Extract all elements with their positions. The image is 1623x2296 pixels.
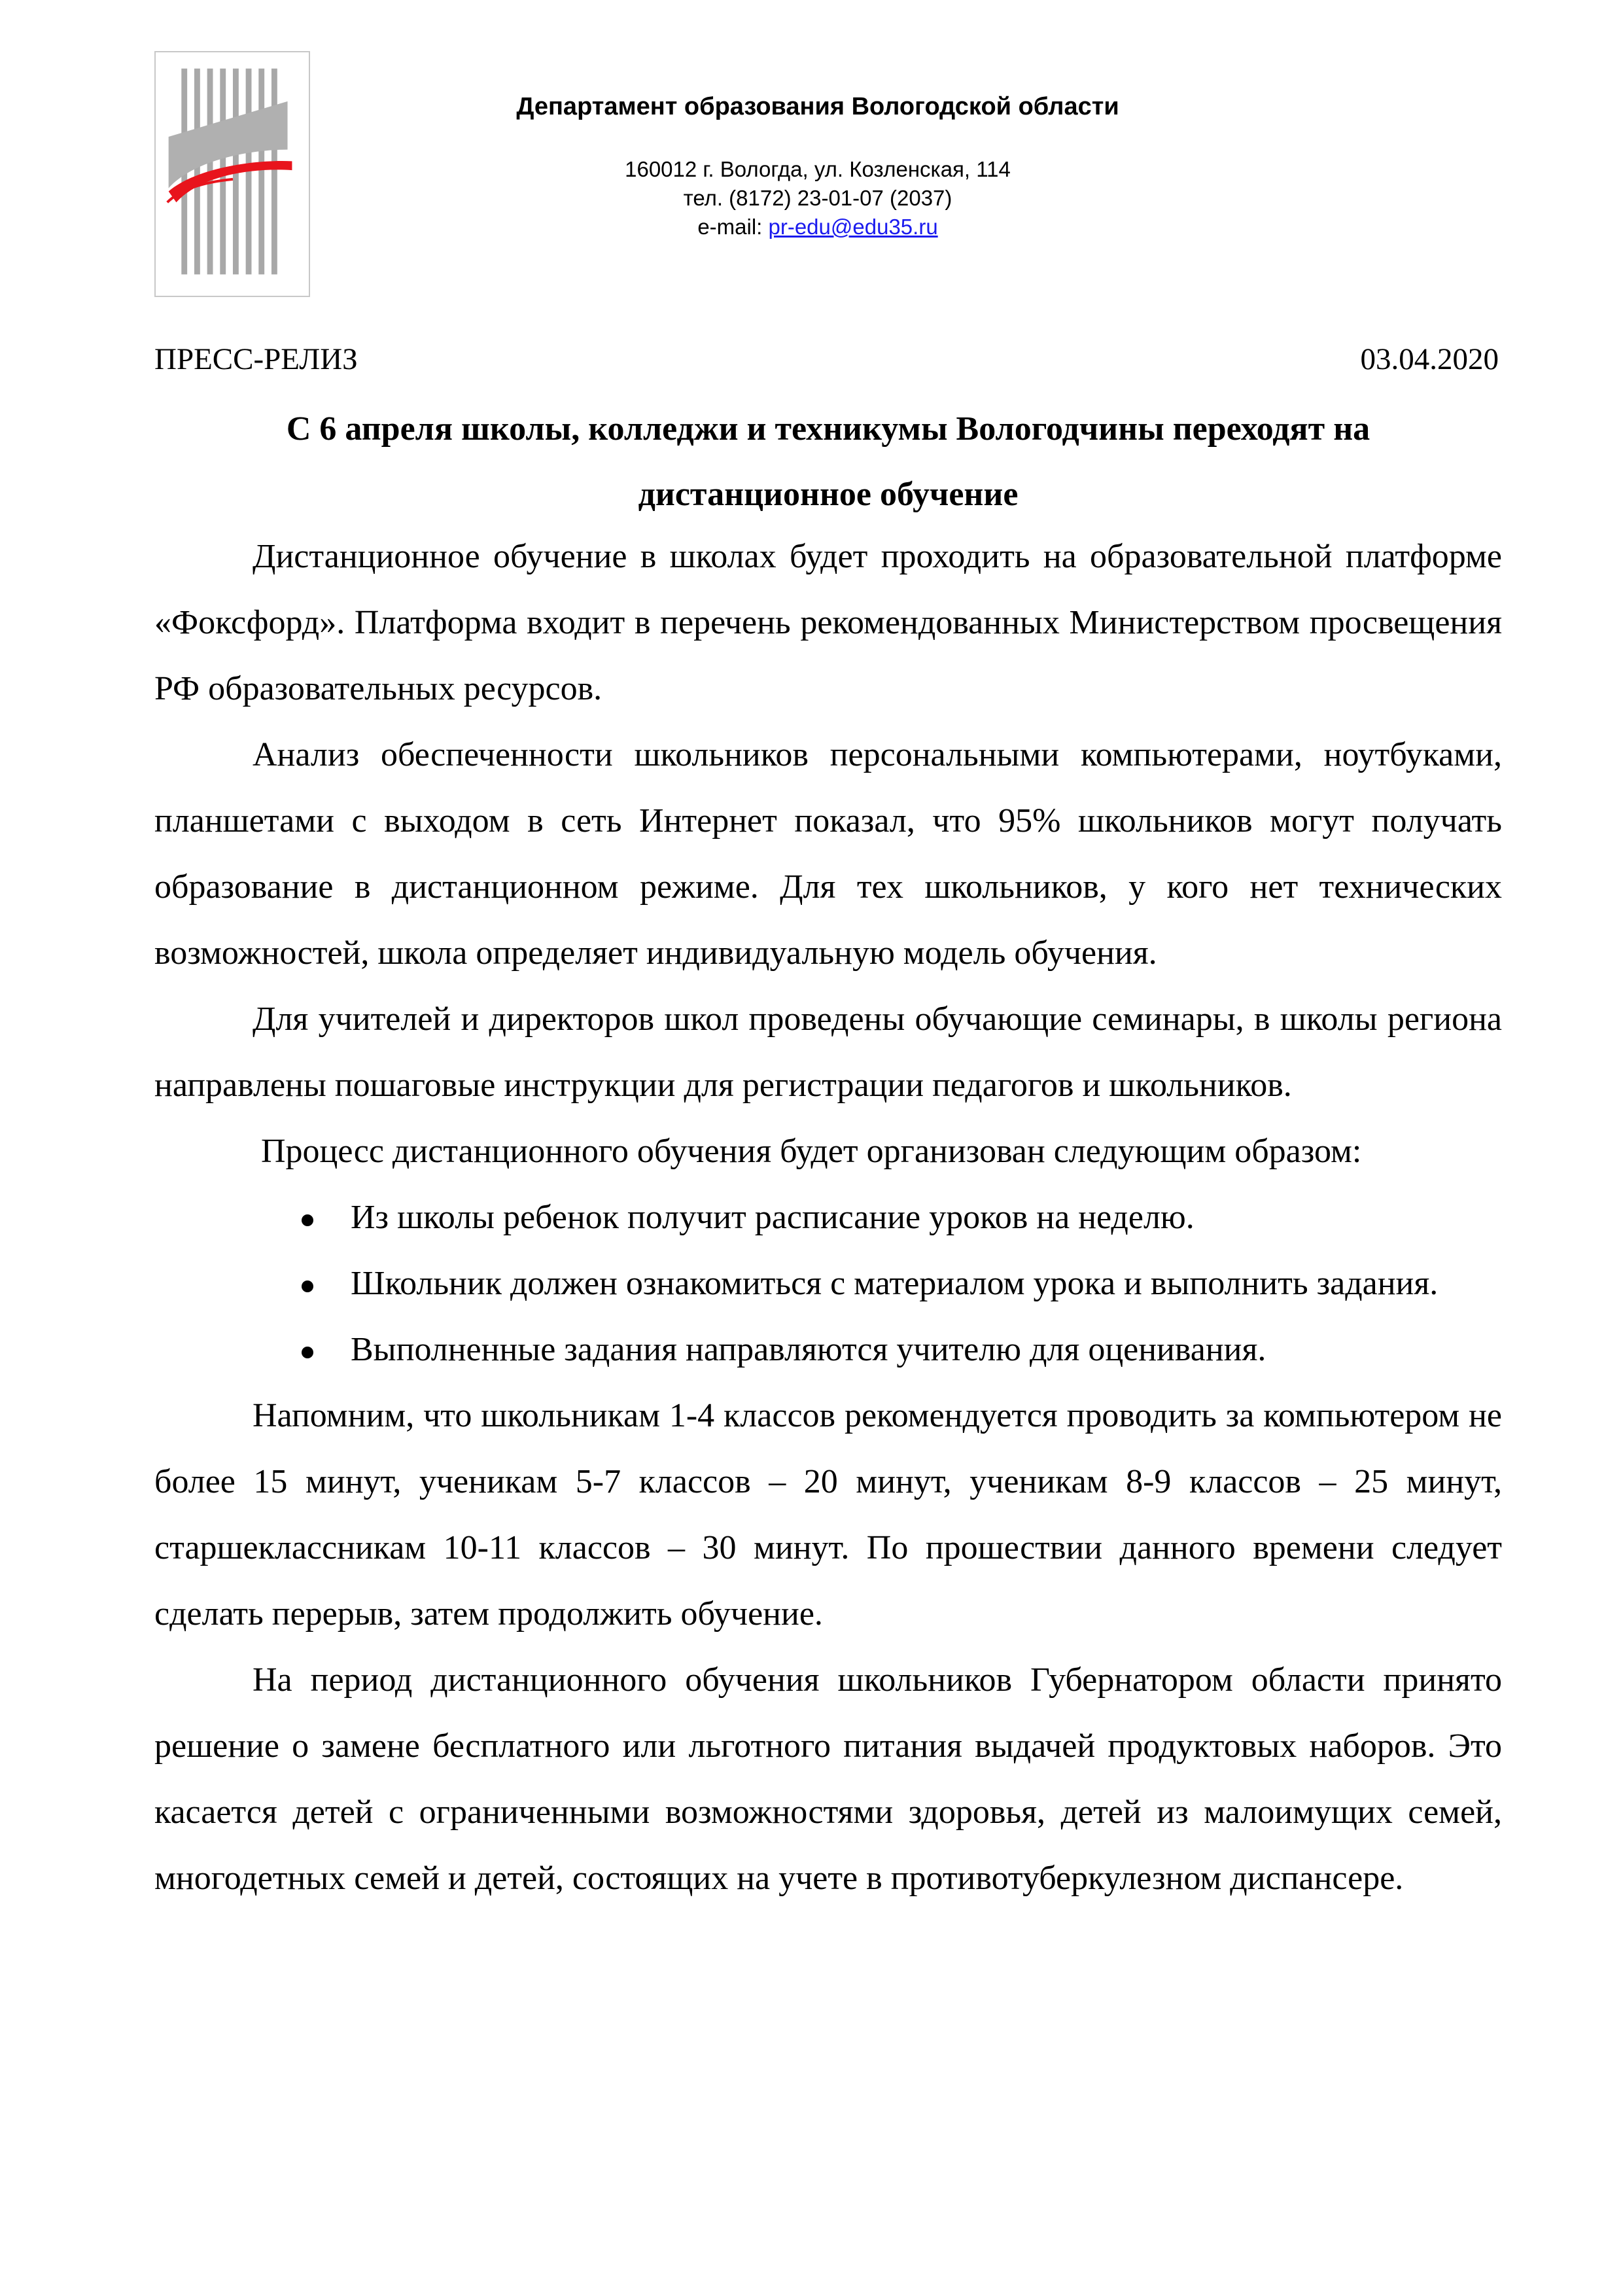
paragraph-platform: Дистанционное обучение в школах будет проходить на образовательной платформе «Фоксфорд». Платформа входит в перечень рекомендованных Министерством просвещения РФ образовательных ресурсов. xyxy=(154,538,1502,707)
paragraph-process: Процесс дистанционного обучения будет организован следующим образом: xyxy=(261,1133,1362,1170)
bullet-icon xyxy=(302,1184,313,1250)
organization-name: Департамент образования Вологодской области xyxy=(516,93,1119,120)
list-item: Школьник должен ознакомиться с материалом урока и выполнить задания. xyxy=(351,1250,1502,1316)
document-body xyxy=(154,523,1502,1911)
email-label: e-mail: xyxy=(697,215,769,239)
document-title xyxy=(154,397,1502,527)
logo-emblem-icon xyxy=(156,52,309,296)
paragraph-analysis: Анализ обеспеченности школьников персональными компьютерами, ноутбуками, планшетами с выходом в сеть Интернет показал, что 95% школьников могут получать образование в дистанционном режиме. Для тех школьников, у кого нет технических возможностей, школа определяет индивидуальную модель обучения. xyxy=(154,736,1502,972)
department-logo xyxy=(154,51,310,297)
bullet-icon xyxy=(302,1316,313,1383)
title-line-1: С 6 апреля школы, колледжи и техникумы Вологодчины переходят на xyxy=(286,410,1370,448)
organization-phone: тел. (8172) 23-01-07 (2037) xyxy=(683,186,952,210)
list-item: Выполненные задания направляются учителю для оценивания. xyxy=(351,1316,1502,1383)
paragraph-food-sets: На период дистанционного обучения школьников Губернатором области принято решение о замене бесплатного или льготного питания выдачей продуктовых наборов. Это касается детей с ограниченными возможностями здоровья, детей из малоимущих семей, многодетных семей и детей, состоящих на учете в противотуберкулезном диспансере. xyxy=(154,1661,1502,1897)
list-item: Из школы ребенок получит расписание уроков на неделю. xyxy=(351,1184,1502,1250)
process-list xyxy=(154,1184,1502,1383)
organization-address: 160012 г. Вологда, ул. Козленская, 114 xyxy=(625,157,1011,181)
bullet-icon xyxy=(302,1250,313,1316)
organization-email xyxy=(366,215,1269,239)
document-type: ПРЕСС-РЕЛИЗ xyxy=(154,342,358,376)
paragraph-screen-time: Напомним, что школьникам 1-4 классов рекомендуется проводить за компьютером не более 15 минут, ученикам 5-7 классов – 20 минут, ученикам 8-9 классов – 25 минут, старшеклассникам 10-11 классов – 30 минут. По прошествии данного времени следует сделать перерыв, затем продолжить обучение. xyxy=(154,1397,1502,1633)
document-date: 03.04.2020 xyxy=(1360,342,1499,376)
paragraph-seminars: Для учителей и директоров школ проведены обучающие семинары, в школы региона направлены пошаговые инструкции для регистрации педагогов и школьников. xyxy=(154,1000,1502,1104)
email-link[interactable]: pr-edu@edu35.ru xyxy=(768,215,938,239)
title-line-2: дистанционное обучение xyxy=(638,476,1019,513)
